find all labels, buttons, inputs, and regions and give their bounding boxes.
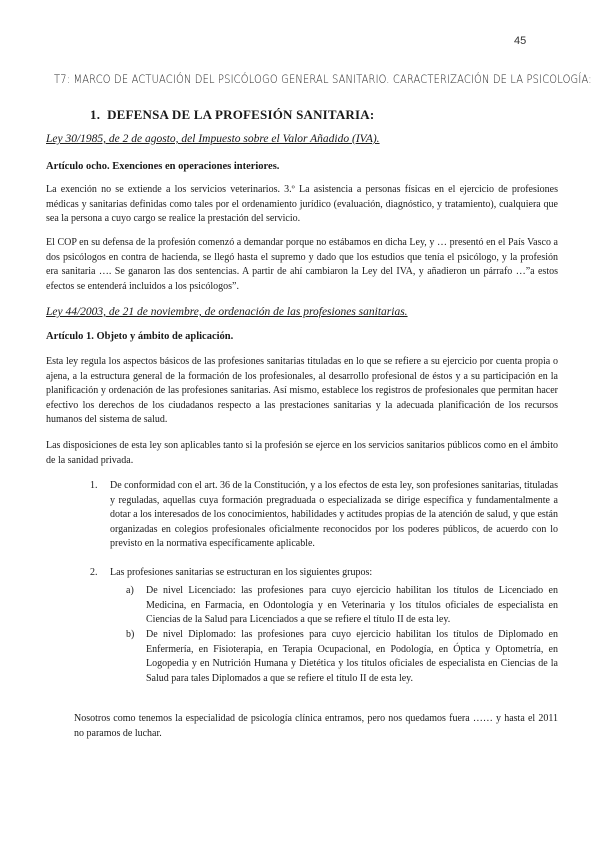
list-marker: 1. bbox=[90, 480, 98, 491]
iva-exemption-paragraph: La exención no se extiende a los servicios veterinarios. 3.º La asistencia a personas físicas en el ejercicio de profesiones médicas y sanitarias definidas como tales por el ordenamiento jurídico (evaluación, diagnóstico, y tratamiento), cualquiera que sea la persona a cuyo cargo se realice la prestación del servicio. bbox=[46, 184, 558, 225]
law-application-paragraph: Las disposiciones de esta ley son aplicables tanto si la profesión se ejerce en los servicios sanitarios públicos como en el ámbito de la sanidad privada. bbox=[46, 440, 558, 466]
sub-list-item bbox=[126, 584, 558, 628]
law-scope-paragraph: Esta ley regula los aspectos básicos de las profesiones sanitarias tituladas en lo que se refiere a su ejercicio por cuenta propia o ajena, a la estructura general de la formación de los profesionales, al desarrollo profesional de éstos y a su participación en la planificación y ordenación de las profesiones sanitarias. Así mismo, establece los registros de profesionales que permitan hacer efectivo los derechos de los ciudadanos respecto a las prestaciones sanitarias y la adecuada planificación de los recursos humanos del sistema de salud. bbox=[46, 356, 558, 426]
sub-list-item-text: De nivel Licenciado: las profesiones para cuyo ejercicio habilitan los títulos de Licenciado en Medicina, en Farmacia, en Odontología y en Veterinaria y los títulos oficiales de especialista en Ciencias de la Salud para Licenciados a que se refiere el título II de esta ley. bbox=[146, 585, 558, 626]
sub-list-marker: a) bbox=[126, 585, 134, 596]
closing-paragraph: Nosotros como tenemos la especialidad de psicología clínica entramos, pero nos quedamos fuera …… y hasta el 2011 no paramos de luchar. bbox=[74, 713, 558, 739]
page-number: 45 bbox=[514, 35, 527, 47]
list-item-text: De conformidad con el art. 36 de la Constitución, y a los efectos de esta ley, son profesiones sanitarias, tituladas y reguladas, aquellas cuya formación pregraduada o especializada se dirige específica y fundamentalmente a dotar a los interesados de los conocimientos, habilidades y actitudes propias de la atención de salud, y que están organizadas en colegios profesionales oficialmente reconocidos por los poderes públicos, de acuerdo con lo previsto en la normativa específicamente aplicable. bbox=[110, 480, 558, 550]
sub-list-item-text: De nivel Diplomado: las profesiones para cuyo ejercicio habilitan los títulos de Diplomado en Enfermería, en Fisioterapia, en Terapia Ocupacional, en Podología, en Óptica y Optometría, en Logopedia y en Nutrición Humana y Dietética y los títulos oficiales de especialista en Ciencias de la Salud para tales Diplomados a que se refiere el título II de esta ley. bbox=[146, 629, 558, 684]
sub-list-item bbox=[126, 628, 558, 686]
law-sanitary-professions-title: Ley 44/2003, de 21 de noviembre, de ordenación de las profesiones sanitarias. bbox=[46, 306, 408, 318]
list-item bbox=[90, 566, 558, 581]
section-title: DEFENSA DE LA PROFESIÓN SANITARIA: bbox=[107, 107, 375, 122]
cop-defense-paragraph: El COP en su defensa de la profesión comenzó a demandar porque no estábamos en dicha Ley, y … presentó en el País Vasco a dos psicólogos en contra de hacienda, se llegó hasta el supremo y dado que los estudios que tenía el psicólogo, y la profesión era sanitaria …. Se ganaron las dos sentencias. A partir de ahí cambiaron la Ley del IVA, y añadieron un párrafo …”a estos efectos se entenderá incluidos a los psicólogos”. bbox=[46, 237, 558, 292]
section-number: 1. bbox=[90, 107, 101, 122]
chapter-title: T7: MARCO DE ACTUACIÓN DEL PSICÓLOGO GENERAL SANITARIO. CARACTERIZACIÓN DE LA PSICOLOGÍA: bbox=[54, 72, 592, 86]
list-marker: 2. bbox=[90, 567, 98, 578]
article-one-heading: Artículo 1. Objeto y ámbito de aplicación. bbox=[46, 331, 234, 342]
list-item-text: Las profesiones sanitarias se estructuran en los siguientes grupos: bbox=[110, 567, 373, 578]
list-item bbox=[90, 479, 558, 552]
sub-list-marker: b) bbox=[126, 629, 135, 640]
article-eight-heading: Artículo ocho. Exenciones en operaciones interiores. bbox=[46, 161, 280, 172]
law-iva-title: Ley 30/1985, de 2 de agosto, del Impuesto sobre el Valor Añadido (IVA). bbox=[46, 133, 380, 145]
section-heading bbox=[90, 107, 374, 123]
